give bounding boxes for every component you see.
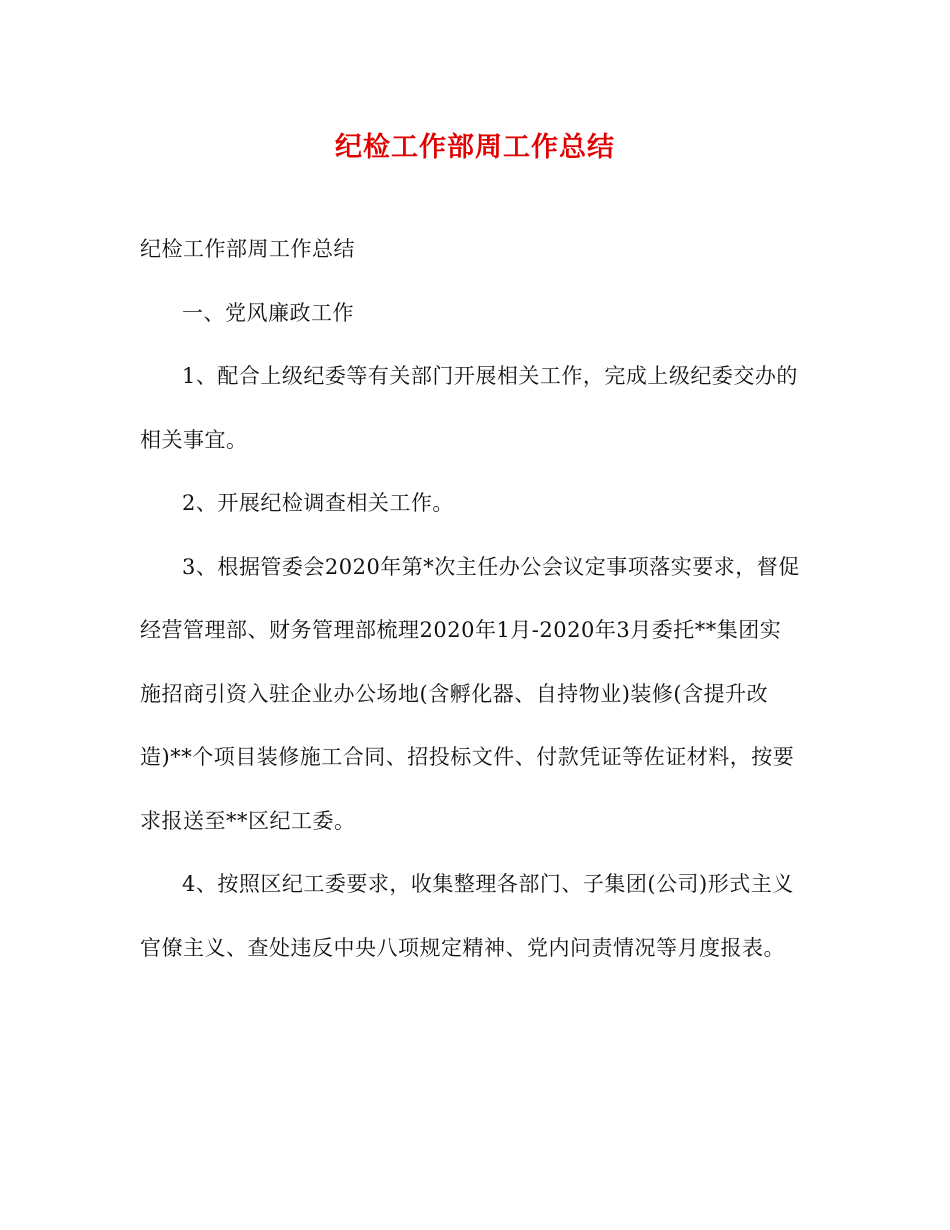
paragraph-line: 4、按照区纪工委要求，收集整理各部门、子集团(公司)形式主义	[182, 872, 794, 896]
paragraph-line: 经营管理部、财务管理部梳理2020年1月-2020年3月委托**集团实	[140, 618, 782, 642]
paragraph-line: 相关事宜。	[140, 427, 248, 452]
document-title: 纪检工作部周工作总结	[335, 132, 615, 163]
subtitle-line: 纪检工作部周工作总结	[140, 237, 355, 261]
paragraph-line: 造)**个项目装修施工合同、招投标文件、付款凭证等佐证材料，按要	[140, 745, 795, 769]
paragraph-line: 求报送至**区纪工委。	[140, 808, 356, 833]
paragraph-line: 3、根据管委会2020年第*次主任办公会议定事项落实要求，督促	[182, 554, 800, 579]
document-body	[140, 218, 810, 980]
paragraph-line: 施招商引资入驻企业办公场地(含孵化器、自持物业)装修(含提升改	[140, 681, 769, 706]
paragraph-line: 2、开展纪检调查相关工作。	[182, 491, 454, 515]
paragraph-line: 1、配合上级纪委等有关部门开展相关工作，完成上级纪委交办的	[182, 364, 798, 388]
section-heading: 一、党风廉政工作	[182, 300, 354, 325]
paragraph-line: 官僚主义、查处违反中央八项规定精神、党内问责情况等月度报表。	[140, 935, 785, 960]
